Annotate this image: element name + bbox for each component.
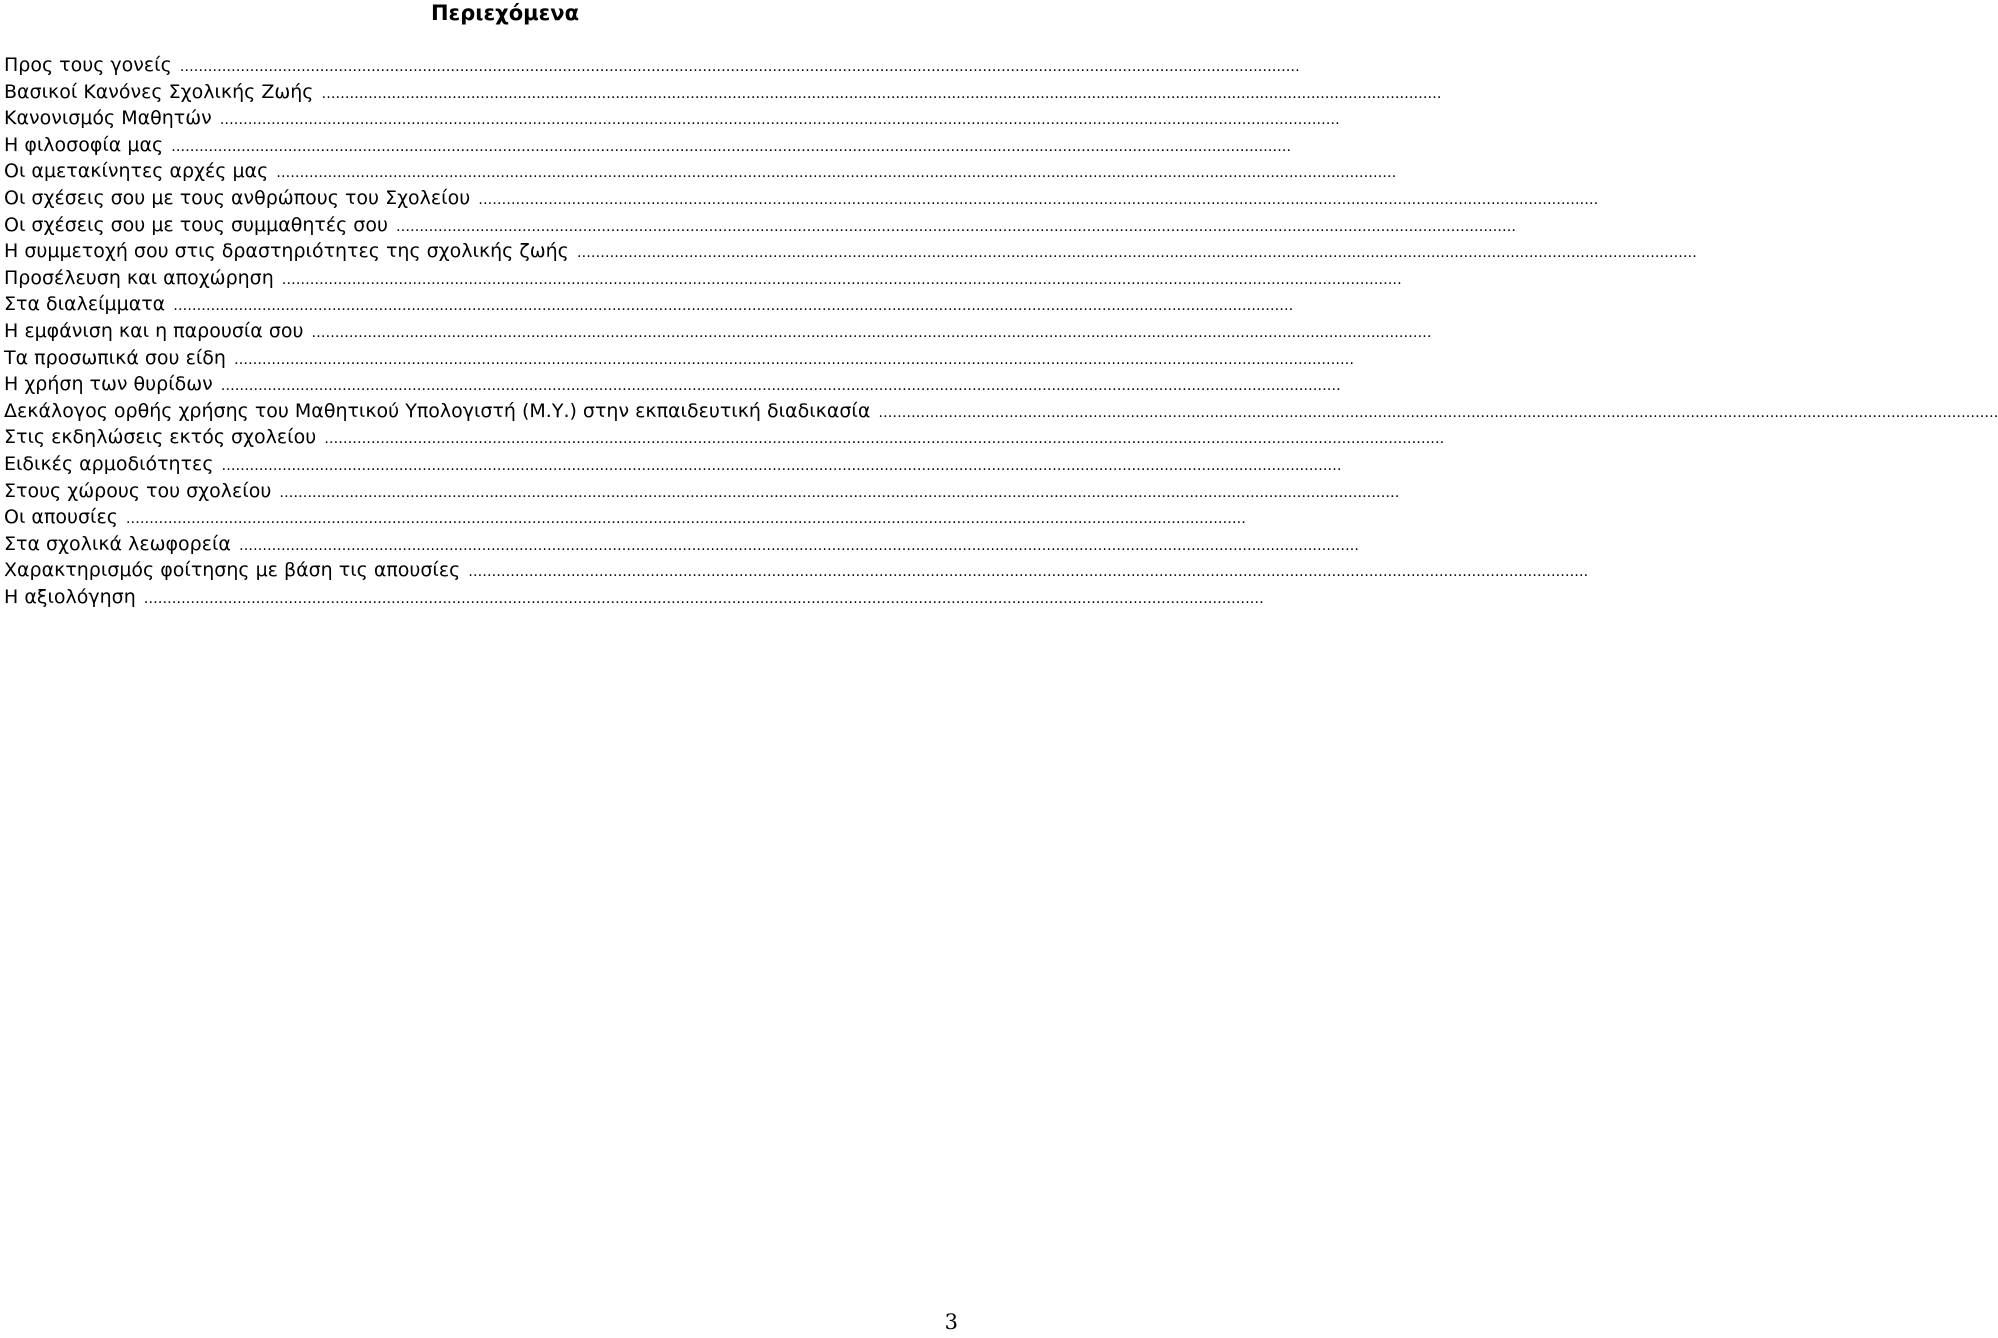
toc-item: [4, 238, 1697, 265]
toc-item: [4, 52, 1300, 79]
toc-item-label: Η εμφάνιση και η παρουσία σου: [4, 319, 304, 342]
toc-item-label: Η αξιολόγηση: [4, 585, 136, 608]
toc-item: [4, 105, 1340, 132]
toc-item-label: Προσέλευση και αποχώρηση: [4, 266, 274, 289]
toc-item-label: Χαρακτηρισμός φοίτησης με βάση τις απουσίες: [4, 559, 461, 582]
toc-item-label: Στις εκδηλώσεις εκτός σχολείου: [4, 426, 317, 449]
toc-item-label: Προς τους γονείς: [4, 54, 172, 76]
toc-item: [4, 398, 1998, 425]
toc-item: [4, 451, 1342, 478]
toc-item-label: Οι σχέσεις σου με τους ανθρώπους του Σχολείου: [4, 186, 471, 209]
toc-item-label: Ειδικές αρμοδιότητες: [4, 452, 214, 475]
toc-dot-leader: ……………………………………………………………………………………………………………………………………………………………………………………………………………………: [143, 590, 1264, 607]
toc-dot-leader: ……………………………………………………………………………………………………………………………………………………………………………………………………………………: [238, 537, 1359, 554]
toc-item: [4, 345, 1354, 372]
toc-item-label: Οι απουσίες: [4, 506, 118, 529]
toc-item-label: Στα διαλείμματα: [4, 293, 166, 316]
toc-dot-leader: ……………………………………………………………………………………………………………………………………………………………………………………………………………………: [171, 138, 1292, 155]
toc-dot-leader: ……………………………………………………………………………………………………………………………………………………………………………………………………………………: [878, 404, 1998, 421]
toc-item: [4, 212, 1516, 239]
toc-item: [4, 371, 1341, 398]
toc-item: [4, 318, 1432, 345]
toc-dot-leader: ……………………………………………………………………………………………………………………………………………………………………………………………………………………: [233, 351, 1354, 368]
toc-dot-leader: ……………………………………………………………………………………………………………………………………………………………………………………………………………………: [478, 191, 1599, 208]
toc-dot-leader: ……………………………………………………………………………………………………………………………………………………………………………………………………………………: [179, 59, 1300, 75]
toc-dot-leader: ……………………………………………………………………………………………………………………………………………………………………………………………………………………: [395, 218, 1516, 235]
table-of-contents: [4, 52, 1998, 610]
toc-item: [4, 185, 1599, 212]
toc-dot-leader: ……………………………………………………………………………………………………………………………………………………………………………………………………………………: [220, 378, 1341, 395]
toc-dot-leader: ……………………………………………………………………………………………………………………………………………………………………………………………………………………: [281, 271, 1402, 288]
toc-item-label: Η φιλοσοφία μας: [4, 133, 164, 156]
toc-item: [4, 79, 1442, 106]
toc-dot-leader: ……………………………………………………………………………………………………………………………………………………………………………………………………………………: [324, 431, 1445, 448]
toc-item-label: Δεκάλογος ορθής χρήσης του Μαθητικού Υπολογιστή (Μ.Υ.) στην εκπαιδευτική διαδικασία: [4, 399, 871, 422]
toc-item-label: Οι αμετακίνητες αρχές μας: [4, 160, 269, 183]
toc-dot-leader: ……………………………………………………………………………………………………………………………………………………………………………………………………………………: [219, 112, 1340, 129]
toc-dot-leader: ……………………………………………………………………………………………………………………………………………………………………………………………………………………: [311, 324, 1432, 341]
toc-item: [4, 158, 1397, 185]
toc-item-label: Στους χώρους του σχολείου: [4, 479, 272, 502]
toc-item: [4, 132, 1292, 159]
toc-item-label: Η χρήση των θυρίδων: [4, 373, 213, 396]
toc-item: [4, 478, 1400, 505]
toc-item-label: Στα σχολικά λεωφορεία: [4, 532, 231, 555]
toc-dot-leader: ……………………………………………………………………………………………………………………………………………………………………………………………………………………: [221, 457, 1342, 474]
toc-dot-leader: ……………………………………………………………………………………………………………………………………………………………………………………………………………………: [276, 165, 1397, 182]
toc-item-label: Η συμμετοχή σου στις δραστηριότητες της σχολικής ζωής: [4, 240, 569, 263]
toc-dot-leader: ……………………………………………………………………………………………………………………………………………………………………………………………………………………: [576, 245, 1697, 262]
toc-dot-leader: ……………………………………………………………………………………………………………………………………………………………………………………………………………………: [173, 298, 1294, 315]
toc-item: [4, 265, 1402, 292]
toc-dot-leader: ……………………………………………………………………………………………………………………………………………………………………………………………………………………: [279, 484, 1400, 501]
toc-item-label: Βασικοί Κανόνες Σχολικής Ζωής: [4, 80, 314, 103]
toc-dot-leader: ……………………………………………………………………………………………………………………………………………………………………………………………………………………: [125, 511, 1246, 528]
toc-item: [4, 291, 1294, 318]
toc-item: [4, 504, 1246, 531]
toc-item: [4, 531, 1359, 558]
toc-dot-leader: ……………………………………………………………………………………………………………………………………………………………………………………………………………………: [468, 564, 1589, 581]
page-title: Περιεχόμενα: [430, 1, 579, 25]
toc-dot-leader: ……………………………………………………………………………………………………………………………………………………………………………………………………………………: [321, 85, 1442, 102]
toc-item: [4, 584, 1264, 611]
toc-item-label: Τα προσωπικά σου είδη: [4, 346, 226, 369]
toc-item: [4, 557, 1589, 584]
toc-item-label: Οι σχέσεις σου με τους συμμαθητές σου: [4, 213, 388, 236]
toc-item: [4, 424, 1445, 451]
toc-item-label: Κανονισμός Μαθητών: [4, 107, 212, 130]
page-number: 3: [944, 1310, 958, 1334]
